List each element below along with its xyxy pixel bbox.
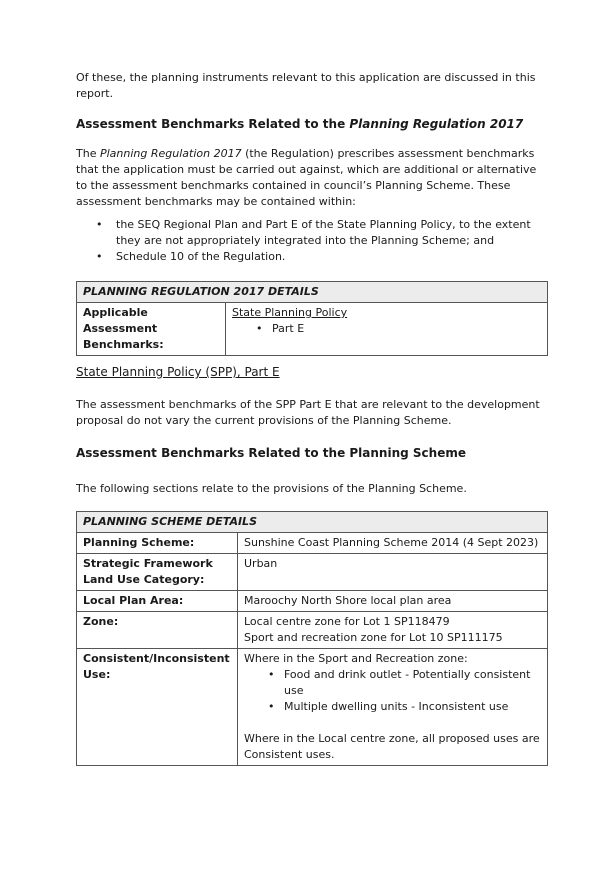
regulation-paragraph: The Planning Regulation 2017 (the Regulation) prescribes assessment benchmarks that the application must be carried out against, which are additional or alternative to the assessment benchmarks contained in council’s Planning Scheme. These assessment benchmarks may be contained within: <box>76 147 537 208</box>
row-label: Strategic Framework Land Use Category: <box>77 554 238 591</box>
table-row <box>77 554 548 591</box>
benchmarks-label: Applicable Assessment Benchmarks: <box>77 303 226 356</box>
row-value: Sunshine Coast Planning Scheme 2014 (4 Sept 2023) <box>238 533 548 554</box>
intro-paragraph: Of these, the planning instruments relevant to this application are discussed in this report. <box>76 71 536 100</box>
use-list <box>244 667 541 715</box>
bullet-item: • Schedule 10 of the Regulation. <box>76 249 546 265</box>
use-outro: Where in the Local centre zone, all proposed uses are Consistent uses. <box>244 732 540 761</box>
spp-heading: State Planning Policy (SPP), Part E <box>76 365 280 379</box>
heading-planning-regulation: Assessment Benchmarks Related to the Planning Regulation 2017 <box>76 117 524 131</box>
regulation-bullet-list <box>76 217 546 265</box>
row-label: Planning Scheme: <box>77 533 238 554</box>
row-label: Local Plan Area: <box>77 591 238 612</box>
table-row <box>77 649 548 766</box>
use-intro: Where in the Sport and Recreation zone: <box>244 652 468 665</box>
benchmarks-value <box>226 303 548 356</box>
planning-regulation-table <box>76 281 548 356</box>
heading-planning-scheme: Assessment Benchmarks Related to the Planning Scheme <box>76 446 466 460</box>
row-value: Maroochy North Shore local plan area <box>238 591 548 612</box>
list-item: • Part E <box>252 321 541 337</box>
table-header: PLANNING REGULATION 2017 DETAILS <box>77 282 548 303</box>
benchmarks-list <box>232 321 541 337</box>
list-item: • Multiple dwelling units - Inconsistent use <box>264 699 541 715</box>
row-label: Consistent/Inconsistent Use: <box>77 649 238 766</box>
state-planning-policy-link[interactable]: State Planning Policy <box>232 306 348 319</box>
planning-scheme-table <box>76 511 548 766</box>
list-item: • Food and drink outlet - Potentially consistent use <box>264 667 541 699</box>
table-row <box>77 533 548 554</box>
row-value <box>238 612 548 649</box>
table-row <box>77 612 548 649</box>
row-label: Zone: <box>77 612 238 649</box>
bullet-item: • the SEQ Regional Plan and Part E of the State Planning Policy, to the extent they are not appropriately integrated into the Planning Scheme; and <box>76 217 546 249</box>
table-header: PLANNING SCHEME DETAILS <box>77 512 548 533</box>
table-row <box>77 591 548 612</box>
row-value: Urban <box>238 554 548 591</box>
spp-paragraph: The assessment benchmarks of the SPP Part E that are relevant to the development proposal do not vary the current provisions of the Planning Scheme. <box>76 398 540 427</box>
zone-line: Sport and recreation zone for Lot 10 SP111175 <box>244 631 503 644</box>
spacer <box>244 715 541 731</box>
zone-line: Local centre zone for Lot 1 SP118479 <box>244 615 450 628</box>
planning-scheme-paragraph: The following sections relate to the provisions of the Planning Scheme. <box>76 482 467 495</box>
row-value <box>238 649 548 766</box>
